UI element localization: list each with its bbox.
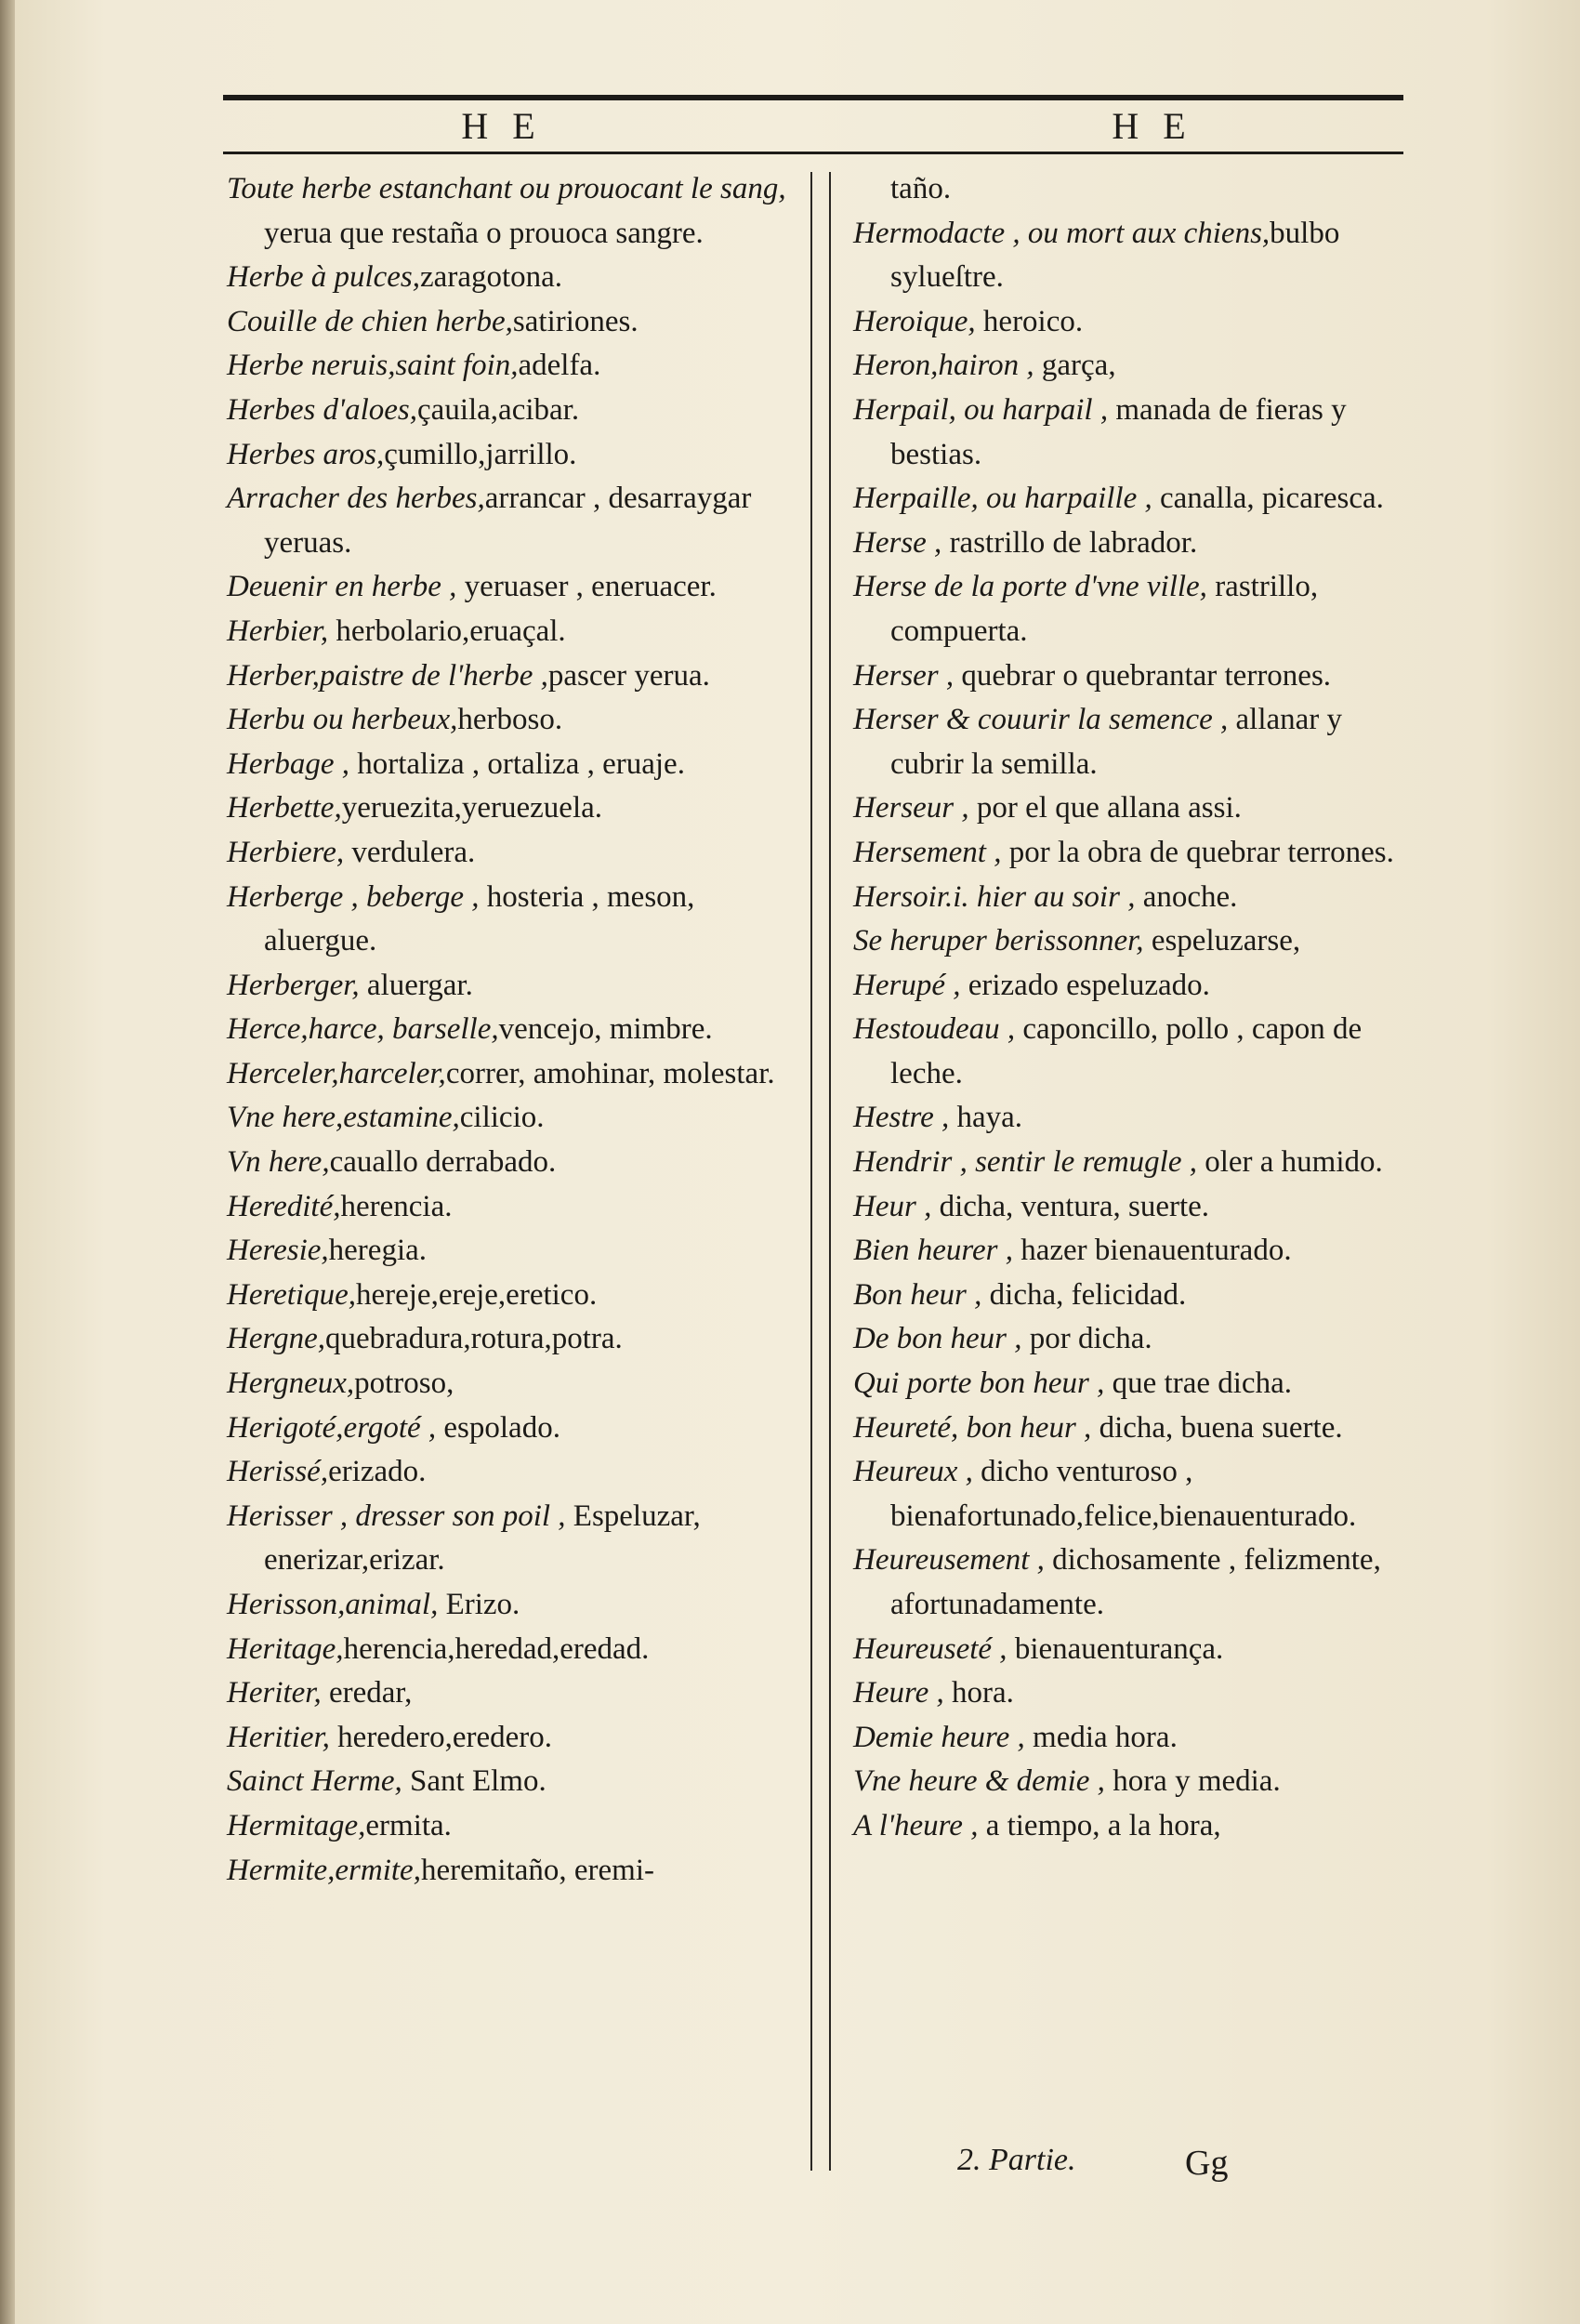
dictionary-entry — [853, 698, 1411, 786]
spanish-gloss: anoche. — [1135, 879, 1238, 914]
header-rule — [223, 152, 1403, 154]
spanish-gloss: hazer bienauenturado. — [1012, 1234, 1292, 1268]
spanish-gloss: allanar y cubrir la semilla. — [890, 703, 1343, 781]
dictionary-entry — [227, 389, 803, 433]
dictionary-entry — [853, 1229, 1411, 1274]
dictionary-entry — [227, 698, 803, 743]
dictionary-entry — [227, 1450, 803, 1495]
dictionary-entry — [853, 389, 1411, 477]
dictionary-entry — [227, 876, 803, 964]
french-term: Heresie, — [227, 1234, 329, 1268]
column-rule-right — [829, 172, 831, 2171]
dictionary-entry — [853, 1185, 1411, 1230]
dictionary-entry — [853, 1096, 1411, 1141]
dictionary-entry — [853, 1538, 1411, 1627]
french-term: Vne heure & demie , — [853, 1764, 1105, 1799]
french-term: Hermodacte , ou mort aux chiens, — [853, 216, 1271, 250]
dictionary-entry — [227, 1716, 803, 1761]
spanish-gloss: ermita. — [365, 1808, 452, 1842]
french-term: Herbier, — [227, 614, 329, 648]
dictionary-entry — [853, 477, 1411, 522]
dictionary-entry — [227, 433, 803, 478]
spanish-gloss: espeluzarse, — [1143, 924, 1301, 958]
dictionary-entry — [853, 167, 1411, 212]
spanish-gloss: adelfa. — [518, 349, 601, 383]
spanish-gloss: hora y media. — [1104, 1764, 1281, 1799]
dictionary-entry — [853, 1362, 1411, 1406]
column-rule-left — [810, 172, 812, 2171]
dictionary-entry — [853, 919, 1411, 964]
dictionary-entry — [227, 477, 803, 565]
dictionary-entry — [227, 344, 803, 389]
dictionary-entry — [227, 1495, 803, 1583]
french-term: Herbette, — [227, 791, 342, 825]
dictionary-entry — [853, 212, 1411, 300]
spanish-gloss: herencia,heredad,eredad. — [343, 1631, 650, 1666]
french-term: Herpail, ou harpail , — [853, 392, 1109, 427]
spanish-gloss: satiriones. — [512, 304, 639, 338]
french-term: Herbiere, — [227, 835, 345, 869]
french-term: Herser , — [853, 658, 955, 693]
french-term: Sainct Herme, — [227, 1764, 402, 1799]
dictionary-entry — [853, 1008, 1411, 1096]
french-term: Herber,paistre de l'herbe , — [227, 658, 548, 693]
dictionary-entry — [227, 1671, 803, 1716]
dictionary-entry — [227, 1760, 803, 1804]
spanish-gloss: por dicha. — [1021, 1322, 1152, 1356]
running-head-right: H E — [1112, 105, 1193, 147]
right-column — [853, 167, 1411, 1849]
french-term: Heritier, — [227, 1720, 330, 1754]
dictionary-entry — [853, 1804, 1411, 1849]
spanish-gloss: dicha, buena suerte. — [1091, 1410, 1343, 1445]
spanish-gloss: espolado. — [436, 1410, 560, 1445]
french-term: Herbes d'aloes, — [227, 392, 418, 427]
dictionary-entry — [227, 167, 803, 256]
spanish-gloss: erizado. — [328, 1455, 427, 1489]
running-head-left: H E — [461, 105, 543, 147]
dictionary-entry — [227, 1628, 803, 1672]
french-term: A l'heure , — [853, 1808, 979, 1842]
french-term: De bon heur , — [853, 1322, 1022, 1356]
spanish-gloss: garça, — [1034, 349, 1116, 383]
dictionary-entry — [853, 654, 1411, 699]
spanish-gloss: por la obra de quebrar terrones. — [1001, 835, 1394, 869]
dictionary-entry — [227, 654, 803, 699]
spanish-gloss: canalla, picaresca. — [1152, 482, 1384, 516]
dictionary-entry — [227, 1185, 803, 1230]
french-term: Herbe à pulces, — [227, 260, 421, 295]
spanish-gloss: çauila,acibar. — [417, 392, 580, 427]
spanish-gloss: Sant Elmo. — [402, 1764, 546, 1799]
spanish-gloss: bienauenturança. — [1007, 1631, 1224, 1666]
spanish-gloss: arrancar , desarraygar yeruas. — [264, 482, 752, 560]
spanish-gloss: dicha, ventura, suerte. — [931, 1189, 1210, 1223]
french-term: Couille de chien herbe, — [227, 304, 513, 338]
spanish-gloss: heregia. — [328, 1234, 428, 1268]
french-term: Toute herbe estanchant ou prouocant le sang, — [227, 172, 786, 205]
spanish-gloss: heredero,eredero. — [329, 1720, 553, 1754]
spanish-gloss: herencia. — [340, 1189, 453, 1223]
french-term: Heriter, — [227, 1676, 322, 1710]
french-term: Hestre , — [853, 1101, 950, 1135]
french-term: Heureux , — [853, 1455, 973, 1489]
french-term: Deuenir en herbe , — [227, 570, 457, 604]
spanish-gloss: Espeluzar, enerizar,erizar. — [264, 1499, 701, 1578]
french-term: Vne here,estamine, — [227, 1101, 460, 1135]
dictionary-entry — [853, 1274, 1411, 1318]
french-term: Bon heur , — [853, 1277, 982, 1312]
spanish-gloss: por el que allana assi. — [968, 791, 1242, 825]
part-label: 2. Partie. — [957, 2143, 1076, 2177]
spanish-gloss: herboso. — [457, 703, 563, 737]
spanish-gloss: manada de fieras y bestias. — [890, 392, 1347, 471]
dictionary-entry — [227, 300, 803, 345]
dictionary-entry — [853, 300, 1411, 345]
french-term: Hersoir.i. hier au soir , — [853, 879, 1136, 914]
spanish-gloss: rastrillo, compuerta. — [890, 570, 1319, 648]
dictionary-entry — [853, 1671, 1411, 1716]
dictionary-entry — [853, 964, 1411, 1009]
spanish-gloss: Erizo. — [438, 1588, 520, 1621]
dictionary-entry — [227, 743, 803, 787]
dictionary-entry — [227, 831, 803, 876]
french-term: Hergne, — [227, 1322, 325, 1356]
french-term: Hestoudeau , — [853, 1012, 1016, 1047]
french-term: Herbage , — [227, 746, 349, 781]
spanish-gloss: pascer yerua. — [547, 658, 710, 693]
french-term: Heretique, — [227, 1277, 356, 1312]
spanish-gloss: çumillo,jarrillo. — [384, 437, 577, 471]
spanish-gloss: taño. — [890, 172, 952, 205]
french-term: Herigoté,ergoté , — [227, 1410, 437, 1445]
french-term: Herser & couurir la semence , — [853, 703, 1229, 737]
spanish-gloss: oler a humido. — [1196, 1145, 1383, 1180]
dictionary-entry — [227, 1008, 803, 1052]
spanish-gloss: caponcillo, pollo , capon de leche. — [890, 1012, 1363, 1090]
spanish-gloss: dichosamente , felizmente, afortunadamente. — [890, 1543, 1381, 1621]
french-term: Heureté, bon heur , — [853, 1410, 1092, 1445]
dictionary-entry — [853, 344, 1411, 389]
french-term: Herse , — [853, 525, 942, 560]
spanish-gloss: dicho venturoso , bienafortunado,felice,bienauenturado. — [890, 1455, 1357, 1533]
spanish-gloss: eredar, — [321, 1676, 413, 1710]
french-term: Herberge , beberge , — [227, 879, 480, 914]
french-term: Se heruper berissonner, — [853, 924, 1144, 958]
french-term: Heureuseté , — [853, 1631, 1007, 1666]
french-term: Heure , — [853, 1676, 944, 1710]
french-term: Herbe neruis,saint foin, — [227, 349, 519, 383]
spanish-gloss: cilicio. — [459, 1101, 545, 1135]
dictionary-entry — [227, 1804, 803, 1849]
spanish-gloss: rastrillo de labrador. — [941, 525, 1198, 560]
french-term: Demie heure , — [853, 1720, 1025, 1754]
spanish-gloss: hereje,ereje,eretico. — [355, 1277, 598, 1312]
french-term: Heroique, — [853, 304, 976, 338]
dictionary-entry — [853, 1716, 1411, 1761]
french-term: Herpaille, ou harpaille , — [853, 482, 1152, 516]
french-term: Herupé , — [853, 968, 961, 1002]
left-column — [227, 167, 803, 1893]
french-term: Heredité, — [227, 1189, 341, 1223]
page-footer — [957, 2143, 1376, 2189]
dictionary-entry — [853, 522, 1411, 566]
french-term: Hergneux, — [227, 1367, 355, 1401]
french-term: Heritage, — [227, 1631, 344, 1666]
spanish-gloss: a tiempo, a la hora, — [978, 1808, 1221, 1842]
french-term: Herse de la porte d'vne ville, — [853, 570, 1207, 604]
french-term: Herbes aros, — [227, 437, 385, 471]
dictionary-entry — [227, 1141, 803, 1185]
french-term: Bien heurer , — [853, 1234, 1013, 1268]
french-term: Herceler,harceler, — [227, 1056, 446, 1090]
spanish-gloss: hora. — [943, 1676, 1014, 1710]
spanish-gloss: yerua que restaña o prouoca sangre. — [264, 216, 704, 250]
spanish-gloss: potroso, — [354, 1367, 454, 1401]
french-term: Qui porte bon heur , — [853, 1367, 1105, 1401]
french-term: Hermite,ermite, — [227, 1853, 421, 1887]
dictionary-entry — [227, 565, 803, 610]
dictionary-entry — [227, 610, 803, 654]
top-rule — [223, 95, 1403, 100]
spanish-gloss: vencejo, mimbre. — [498, 1012, 713, 1047]
french-term: Hersement , — [853, 835, 1002, 869]
dictionary-entry — [227, 1229, 803, 1274]
binding-shadow — [0, 0, 15, 2324]
french-term: Heur , — [853, 1189, 932, 1223]
spanish-gloss: zaragotona. — [420, 260, 563, 295]
dictionary-entry — [853, 1628, 1411, 1672]
dictionary-entry — [227, 1096, 803, 1141]
spanish-gloss: heremitaño, eremi- — [420, 1853, 654, 1887]
dictionary-entry — [853, 1760, 1411, 1804]
spanish-gloss: dicha, felicidad. — [981, 1277, 1187, 1312]
dictionary-entry — [853, 876, 1411, 920]
spanish-gloss: cauallo derrabado. — [329, 1145, 557, 1180]
spanish-gloss: yeruezita,yeruezuela. — [341, 791, 603, 825]
dictionary-entry — [227, 1583, 803, 1628]
spanish-gloss: que trae dicha. — [1104, 1367, 1292, 1401]
dictionary-entry — [227, 1317, 803, 1362]
dictionary-entry — [227, 964, 803, 1009]
spanish-gloss: quebradura,rotura,potra. — [325, 1322, 623, 1356]
spanish-gloss: haya. — [949, 1101, 1023, 1135]
dictionary-entry — [853, 786, 1411, 831]
spanish-gloss: bulbo sylueſtre. — [890, 216, 1340, 295]
spanish-gloss: heroico. — [975, 304, 1084, 338]
french-term: Herce,harce, barselle, — [227, 1012, 499, 1047]
french-term: Arracher des herbes, — [227, 482, 485, 516]
spanish-gloss: hortaliza , ortaliza , eruaje. — [349, 746, 685, 781]
dictionary-entry — [227, 256, 803, 300]
spanish-gloss: hosteria , meson, aluergue. — [264, 879, 695, 958]
french-term: Heron,hairon , — [853, 349, 1034, 383]
dictionary-entry — [853, 1141, 1411, 1185]
spanish-gloss: media hora. — [1024, 1720, 1178, 1754]
french-term: Herisson,animal, — [227, 1588, 439, 1621]
french-term: Heureusement , — [853, 1543, 1045, 1578]
spanish-gloss: herbolario,eruaçal. — [328, 614, 566, 648]
dictionary-entry — [227, 1052, 803, 1097]
french-term: Herseur , — [853, 791, 969, 825]
dictionary-entry — [853, 1450, 1411, 1538]
spanish-gloss: yeruaser , eneruacer. — [456, 570, 717, 604]
dictionary-entry — [853, 1406, 1411, 1451]
dictionary-entry — [227, 786, 803, 831]
french-term: Herberger, — [227, 968, 360, 1002]
french-term: Hermitage, — [227, 1808, 366, 1842]
dictionary-entry — [227, 1849, 803, 1894]
signature-mark: Gg — [1185, 2144, 1229, 2183]
dictionary-entry — [227, 1274, 803, 1318]
dictionary-entry — [227, 1362, 803, 1406]
spanish-gloss: verdulera. — [344, 835, 476, 869]
french-term: Hendrir , sentir le remugle , — [853, 1145, 1197, 1180]
french-term: Herisser , dresser son poil , — [227, 1499, 566, 1533]
dictionary-entry — [853, 565, 1411, 654]
spanish-gloss: aluergar. — [359, 968, 473, 1002]
dictionary-entry — [853, 1317, 1411, 1362]
dictionary-entry — [853, 831, 1411, 876]
dictionary-entry — [227, 1406, 803, 1451]
french-term: Vn here, — [227, 1145, 330, 1180]
french-term: Herissé, — [227, 1455, 329, 1489]
french-term: Herbu ou herbeux, — [227, 703, 458, 737]
spanish-gloss: quebrar o quebrantar terrones. — [954, 658, 1332, 693]
spanish-gloss: erizado espeluzado. — [960, 968, 1210, 1002]
spanish-gloss: correr, amohinar, molestar. — [445, 1056, 775, 1090]
